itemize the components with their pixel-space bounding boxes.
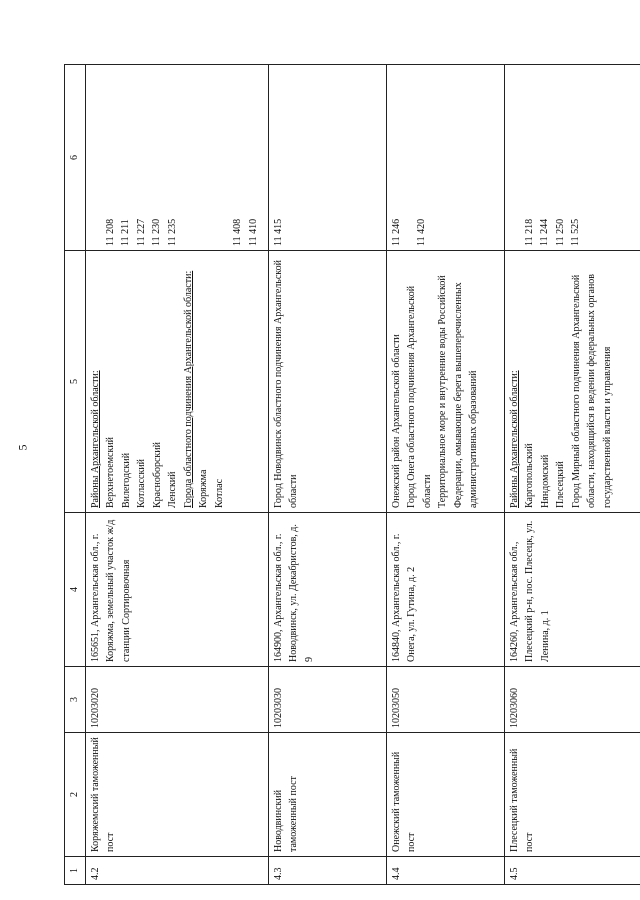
header-col-3: 3 [65, 667, 86, 733]
oktmo-code: 11 218 [523, 218, 535, 246]
post-code: 10203050 [386, 667, 504, 733]
post-address: 164840, Архангельская обл., г. Онега, ул. Гутина, д. 2 [386, 513, 504, 667]
oktmo-code: 11 420 [416, 218, 427, 246]
post-code: 10203020 [85, 667, 268, 733]
row-number: 4.5 [504, 857, 640, 885]
region-item: Каргопольский [524, 443, 535, 508]
codes-cell [268, 65, 386, 251]
row-number: 4.3 [268, 857, 386, 885]
oktmo-code: 11 208 [104, 218, 116, 246]
row-number: 4.4 [386, 857, 504, 885]
territory-text: Город Онега областного подчинения Архангельской области [406, 285, 433, 508]
header-col-2: 2 [65, 733, 86, 857]
codes-cell [386, 65, 504, 251]
oktmo-code: 11 415 [272, 218, 284, 246]
region-item: Красноборский [151, 442, 163, 508]
post-code: 10203060 [504, 667, 640, 733]
oktmo-code: 11 246 [390, 218, 402, 246]
region-item: Котласский [136, 458, 147, 508]
table-row [386, 65, 504, 885]
customs-posts-table [64, 64, 640, 885]
region-item: Плесецкий [555, 461, 566, 508]
territory-cell [504, 251, 640, 513]
city-item: Котлас [213, 478, 225, 508]
territory-text: Территориальное море и внутренние воды Российской Федерации, омывающие берега вышеперечисленных административных образований [437, 275, 479, 508]
oktmo-code: 11 211 [120, 219, 131, 246]
territory-cell [85, 251, 268, 513]
table-row [268, 65, 386, 885]
oktmo-code: 11 410 [247, 218, 259, 246]
oktmo-code: 11 525 [570, 218, 581, 246]
region-item: Вилегодский [120, 452, 132, 508]
header-col-5: 5 [65, 251, 86, 513]
row-number: 4.2 [85, 857, 268, 885]
territory-cell [386, 251, 504, 513]
city-item: Коряжма [198, 469, 209, 508]
post-code: 10203030 [268, 667, 386, 733]
oktmo-code: 11 244 [539, 218, 550, 246]
header-row [65, 65, 86, 885]
post-name: Коряжемский таможенный пост [85, 733, 268, 857]
region-title: Районы Архангельской области: [508, 370, 520, 508]
cities-title: Города областного подчинения Архангельской области: [182, 270, 194, 508]
region-item: Ленский [167, 471, 178, 508]
region-item: Верхнетоемский [105, 436, 116, 508]
territory-text: Город Мирный областного подчинения Архангельской области, находящийся в ведении федеральных органов государственной власти и управления [570, 273, 613, 508]
post-name: Онежский таможенный пост [386, 733, 504, 857]
region-title: Районы Архангельской области: [89, 370, 101, 508]
header-col-4: 4 [65, 513, 86, 667]
oktmo-code: 11 408 [232, 218, 243, 246]
post-address: 164260, Архангельская обл., Плесецкий р-н, пос. Плесецк, ул. Ленина, д. 1 [504, 513, 640, 667]
territory-cell: Город Новодвинск областного подчинения Архангельской области [268, 251, 386, 513]
header-col-6: 6 [65, 65, 86, 251]
table-row [504, 65, 640, 885]
region-item: Няндомский [539, 454, 551, 508]
post-address: 165651, Архангельская обл., г. Коряжма, земельный участок ж/д станции Сортировочная [85, 513, 268, 667]
post-address: 164900, Архангельская обл., г. Новодвинск, ул. Декабристов, д. 9 [268, 513, 386, 667]
codes-cell [504, 65, 640, 251]
oktmo-code: 11 227 [135, 218, 147, 246]
rotated-page [64, 65, 624, 885]
page-number: 5 [15, 444, 30, 451]
post-name: Плесецкий таможенный пост [504, 733, 640, 857]
post-name: Новодвинский таможенный пост [268, 733, 386, 857]
territory-text: Онежский район Архангельской области [390, 334, 402, 508]
codes-cell [85, 65, 268, 251]
oktmo-code: 11 230 [151, 218, 162, 246]
oktmo-code: 11 235 [166, 218, 178, 246]
table-row [85, 65, 268, 885]
oktmo-code: 11 250 [554, 218, 566, 246]
header-col-1: 1 [65, 857, 86, 885]
